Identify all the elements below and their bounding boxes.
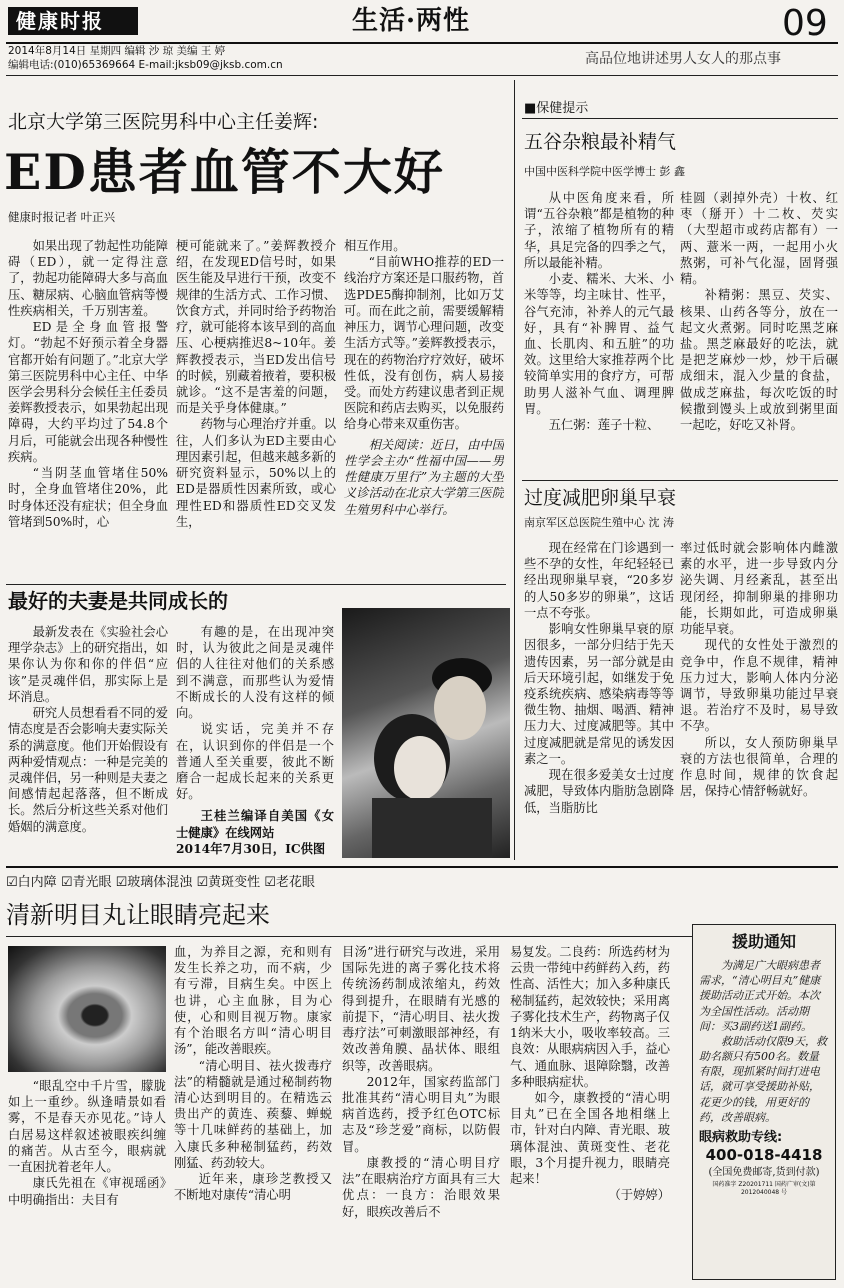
editor-contact: 编辑电话:(010)65369664 E-mail:jksb09@jksb.com.cn — [8, 59, 283, 71]
check-item: ☑白内障 — [6, 875, 57, 890]
sidebar-article-1-col-1 — [524, 190, 674, 476]
paragraph: “目前WHO推荐的ED一线治疗方案还是口服药物，首选PDE5酶抑制剂，比如万艾可。而在此之前，需要缓解精神压力，调节心理问题，改变生活方式等。”姜辉教授表示，现在的药物治疗疗效好，破坏性低，没有创伤，病人易接受。而处方药建议患者到正规医院和药店去购买，以免服药给身心带来双重伤害。 — [344, 255, 504, 432]
paragraph: 补精粥：黑豆、芡实、核果、山药各等分，放在一起文火煮粥。同时吃黑芝麻盐。黑芝麻最好的吃法，就是把芝麻炒一炒，炒干后碾成细末，混入少量的食盐，做成芝麻盐，每次吃饭的时候撒到馒头上或放到粥里面一起吃，好吃又补肾。 — [680, 288, 838, 433]
paragraph: 相互作用。 — [344, 239, 406, 253]
sidebar-article-2-col-1 — [524, 540, 674, 860]
sidebar-article-1-col-2 — [680, 190, 838, 476]
eye-column-2 — [174, 944, 332, 1278]
paragraph: 现在很多爱美女士过度减肥，导致体内脂肪急剧降低，当脂肪比 — [524, 768, 674, 815]
couple-column-1 — [8, 624, 168, 860]
paragraph: 如今，康教授的“清心明目丸”已在全国各地相继上市，针对白内障、青光眼、玻璃体混浊、黄斑变性、老花眼，3个月提升视力，眼睛亮起来！ — [510, 1090, 670, 1187]
sidebar-article-1-title: 五谷杂粮最补精气 — [524, 131, 677, 153]
sidebar-article-2-col-2 — [680, 540, 838, 860]
eye-column-3 — [342, 944, 500, 1278]
photo-credit-date: 2014年7月30日，IC供图 — [176, 840, 326, 856]
eye-ad-title: 清新明目丸让眼睛亮起来 — [6, 901, 270, 929]
paragraph: 梗可能就来了。”姜辉教授介绍，在发现ED信号时，如果医生能及早进行干预，改变不规律的生活方式、工作习惯、饮食方式，并同时给予药物治疗，就可能将本该早到的高血压、心梗病推迟8~10年。姜辉教授表示，当ED发出信号的时候，别藏着掖着，要积极就诊。“这不是害羞的问题，而是关乎身体健康。” — [176, 239, 336, 416]
paragraph: ED是全身血管报警灯。“勃起不好预示着全身器官都开始有问题了。”北京大学第三医院男科中心主任、中华医学会男科分会候任主任委员姜辉教授表示，如果勃起出现障碍，大约平均过了54.8个月后，可能就会出现各种慢性疾病。 — [8, 320, 168, 464]
masthead-logo — [8, 7, 138, 35]
hotline-label: 眼病救助专线: — [699, 1130, 783, 1145]
sidebar-label: ■保健提示 — [524, 101, 589, 116]
paragraph: 易复发。二良药：所选药材为云贵一带纯中药鲜药入药，药性高、活性大；加入多种康氏秘制猛药，起效较快；采用离子雾化技术生产，药物离子仅1纳米大小，吸收率较高。三良效：从眼病病因入手，益心气、通血脉、退障除翳，改善多种眼病症状。 — [510, 945, 670, 1089]
aid-notice-body-2: 救助活动仅限9天，救助名额只有500名。数量有限，现抓紧时间打进电话，就可享受援助补贴，花更少的钱，用更好的药，改善眼病。 — [699, 1034, 827, 1124]
lead-kicker: 北京大学第三医院男科中心主任姜辉: — [8, 111, 319, 133]
paragraph: “当阴茎血管堵住50%时，全身血管堵住20%，此时身体还没有症状；但全身血管堵到50%时，心 — [8, 466, 168, 529]
couple-column-2 — [176, 624, 334, 860]
signature: （于婷婷） — [608, 1188, 670, 1203]
paragraph: “眼乱空中千片雪，朦胧如上一重纱。纵逢晴景如看雾，不是春天亦见花。”诗人白居易这样叙述被眼疾纠缠的痛苦。从古至今，眼病就一直困扰着老年人。 — [8, 1079, 166, 1175]
paragraph: 率过低时就会影响体内雌激素的水平，进一步导致内分泌失调、月经紊乱，甚至出现闭经，抑制卵巢的排卵功能，长期如此，可造成卵巢功能早衰。 — [680, 541, 838, 637]
paragraph: 药物与心理治疗并重。以往，人们多认为ED主要由心理因素引起，但越来越多新的研究资料显示，50%以上的ED是器质性因素所致，或心理性ED和器质性ED交叉发生， — [176, 417, 336, 529]
paragraph: 康氏先祖在《审视瑶函》中明确指出：夫目有 — [8, 1176, 166, 1207]
eye-column-4 — [510, 944, 670, 1278]
paragraph: 康教授的“清心明目疗法”在眼病治疗方面具有三大优点：一良方：治眼效果好，眼疾改善后不 — [342, 1155, 500, 1219]
paragraph: 现在经常在门诊遇到一些不孕的女性，年纪轻轻已经出现卵巢早衰，“20多岁的人50多岁的卵巢”，这话一点不夸张。 — [524, 541, 674, 620]
issue-meta: 2014年8月14日 星期四 编辑 沙 琼 美编 王 婷 — [8, 45, 226, 57]
paragraph: 现代的女性处于激烈的竞争中，作息不规律，精神压力过大，影响人体内分泌调节，导致卵巢功能过早衰退。若治疗不及时，易导致不孕。 — [680, 638, 838, 734]
paragraph: 影响女性卵巢早衰的原因很多，一部分归结于先天遗传因素，另一部分就是由后天环境引起，如继发于免疫系统疾病、感染病毒等等微生物、抽烟、喝酒、精神压力大、过度减肥等。其中过度减肥就是常见的诱发因素之一。 — [524, 622, 674, 766]
aid-notice-title: 援助通知 — [731, 932, 796, 951]
page-slogan: 高品位地讲述男人女人的那点事 — [585, 51, 781, 67]
sidebar-article-1-author: 中国中医科学院中医学博士 彭 鑫 — [524, 165, 685, 178]
aid-notice-box — [692, 924, 836, 1280]
sidebar-article-2-title: 过度减肥卵巢早衰 — [524, 487, 677, 509]
paragraph: 近年来，康珍芝教授又不断地对康传“清心明 — [174, 1172, 332, 1203]
lead-column-1 — [8, 238, 168, 578]
hotline-number[interactable]: 400-018-4418 — [705, 1146, 823, 1165]
paragraph: 研究人员想看看不同的爱情态度是否会影响夫妻实际关系的满意度。他们开始假设有两种爱情观点：一种是完美的灵魂伴侣，另一种则是夫妻之间感情起起落落，但不断成长。然后分析这些关系对他们婚姻的满意度。 — [8, 706, 168, 834]
aid-notice-body: 为满足广大眼病患者需求，“清心明目丸”健康援助活动正式开始。本次为全国性活动。活动期间：买3副药送1副药。 — [699, 959, 821, 1033]
eye-condition-checklist — [6, 874, 315, 891]
eye-photo — [8, 946, 166, 1072]
page-number: 09 — [782, 3, 828, 44]
approval-fine-print: 国药准字 Z20201711 国药广审(文)第 2012040048 号 — [712, 1181, 816, 1197]
lead-column-3 — [344, 238, 504, 578]
sidebar-article-2-author: 南京军区总医院生殖中心 沈 涛 — [524, 516, 674, 529]
paragraph: 血，为养目之源，充和则有发生长养之功，而不病，少有亏滞，目病生矣。中医上也讲，心主血脉，目为心使，心和则目视万物。康家有个治眼名方叫“清心明目汤”，能改善眼疾。 — [174, 945, 332, 1057]
related-note: 相关阅读：近日，由中国性学会主办“性福中国——男性健康万里行”为主题的大型义诊活动在北京大学第三医院生殖男科中心举行。 — [344, 437, 504, 517]
eye-column-1 — [8, 1078, 166, 1278]
paragraph: 从中医角度来看，所谓“五谷杂粮”都是植物的种子，浓缩了植物所有的精华，具足完备的四季之气，所以最能补精。 — [524, 191, 674, 270]
check-item: ☑玻璃体混浊 — [115, 875, 193, 890]
paragraph: 目汤”进行研究与改进，采用国际先进的离子雾化技术将传统汤药制成浓缩丸，药效得到提升，在眼睛有光感的前提下，“清心明目、祛火拨毒疗法”可刺激眼部神经，有效改善角膜、晶状体、眼组织等，改善眼病。 — [342, 945, 500, 1073]
paragraph: 五仁粥：莲子十粒、 — [548, 418, 660, 433]
paragraph: 有趣的是，在出现冲突时，认为彼此之间是灵魂伴侣的人往往对他们的关系感到不满意，而那些认为爱情不断成长的人没有这样的倾向。 — [176, 625, 334, 721]
paragraph: 最新发表在《实验社会心理学杂志》上的研究指出，如果你认为你和你的伴侣“应该”是灵魂伴侣，那实际上是坏消息。 — [8, 625, 168, 704]
paragraph: 如果出现了勃起性功能障碍（ED），就一定得注意了，勃起功能障碍大多与高血压、糖尿病、心脑血管病等慢性疾病相关，千万别害羞。 — [8, 239, 168, 318]
paragraph: 所以，女人预防卵巢早衰的方法也很简单，合理的作息时间，规律的饮食起居，保持心情舒畅就好。 — [680, 735, 838, 799]
lead-headline: ED患者血管不大好 — [4, 143, 445, 201]
couple-photo-silhouettes — [342, 608, 510, 858]
lead-column-2 — [176, 238, 336, 578]
paragraph: “清心明目、祛火拨毒疗法”的精髓就是通过秘制药物清心达到明目的。在精选云贵出产的黄连、蒺藜、蝉蜕等十几味鲜药的基础上，加入康氏多种秘制猛药，药效刚猛、药劲较大。 — [174, 1058, 332, 1170]
check-item: ☑老花眼 — [264, 875, 315, 890]
paragraph: 小麦、糯米、大米、小米等等，均主味甘、性平，谷气充沛，补养人的元气最好，具有“补脾胃、益气血、长肌肉、和五脏”的功效。这里给大家推荐两个比较简单实用的食疗方，可帮助男人滋补气血、调理脾胃。 — [524, 272, 674, 416]
lead-byline: 健康时报记者 叶正兴 — [8, 210, 116, 224]
photo-credit: 王桂兰编译自美国《女士健康》在线网站 — [176, 808, 334, 840]
paragraph: 说实话，完美并不存在，认识到你的伴侣是一个普通人至关重要，彼此不断磨合一起成长起来的关系更好。 — [176, 722, 334, 802]
logo-text: 健康时报 — [16, 9, 104, 33]
couple-photo — [342, 608, 510, 858]
hotline-note: (全国免费邮寄,货到付款) — [708, 1166, 820, 1178]
check-item: ☑青光眼 — [60, 875, 112, 890]
couple-title: 最好的夫妻是共同成长的 — [8, 589, 228, 613]
check-item: ☑黄斑变性 — [196, 875, 261, 890]
paragraph: 2012年，国家药监部门批准其药“清心明目丸”为眼病首选药，授予红色OTC标志及“珍芝爱”商标，以防假冒。 — [342, 1074, 500, 1154]
paragraph: 桂圆（剥掉外壳）十枚、红枣（掰开）十二枚、芡实（大型超市或药店都有）一两、薏米一两，一起用小火熬粥，可补气化湿，固肾强精。 — [680, 191, 838, 287]
section-title: 生活·两性 — [352, 6, 471, 36]
